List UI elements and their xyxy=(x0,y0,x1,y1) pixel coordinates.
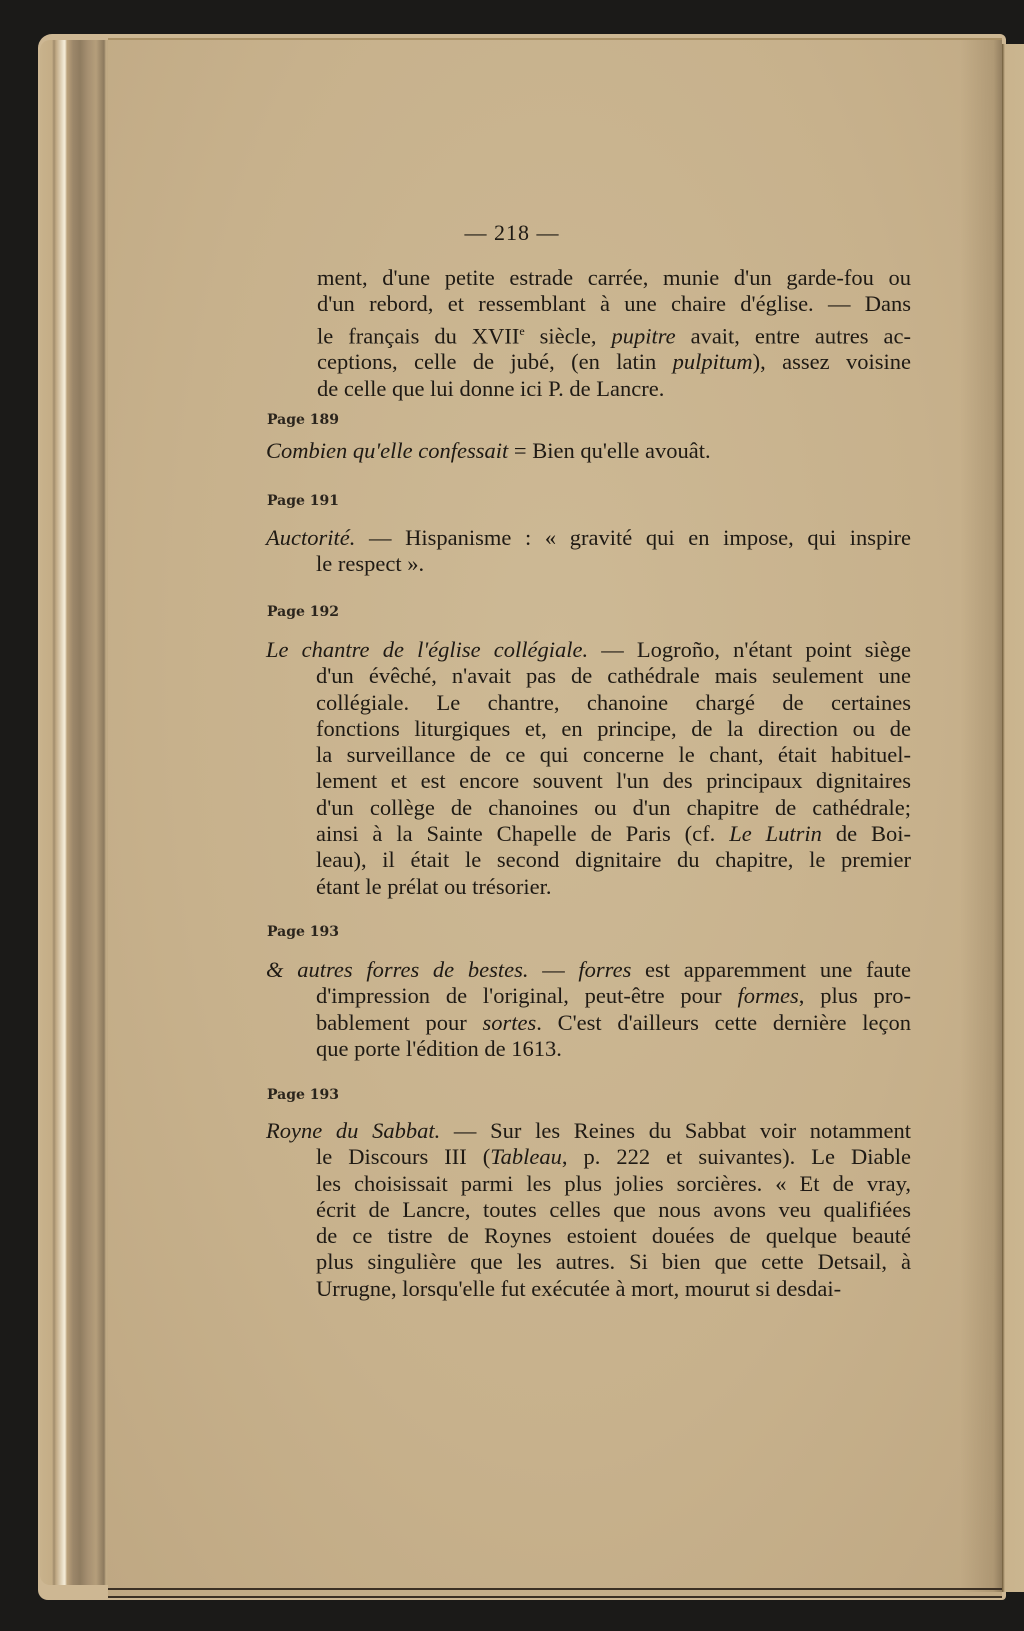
text-line: plus singulière que les autres. Si bien que cette Detsail, à xyxy=(316,1249,911,1275)
text-line: les choisissait parmi les plus jolies sorcières. « Et de vray, xyxy=(316,1170,911,1196)
note-term: Auctorité. xyxy=(266,525,356,550)
text-line: Urrugne, lorsqu'elle fut exécutée à mort, mourut si desdai- xyxy=(316,1275,842,1301)
text-line: fonctions liturgiques et, en principe, de la direction ou de xyxy=(316,715,911,741)
text-line: le français du XVIIe siècle, pupitre avait, entre autres ac- xyxy=(317,323,911,349)
note-term: Royne du Sabbat. xyxy=(266,1118,441,1143)
text-line: la surveillance de ce qui concerne le chant, était habituel- xyxy=(316,742,911,768)
page-reference-label: Page 191 xyxy=(267,493,340,509)
text-line: ceptions, celle de jubé, (en latin pulpitum), assez voisine xyxy=(317,349,911,375)
text-line: lement et est encore souvent l'un des principaux dignitaires xyxy=(316,768,911,794)
note-first-line: Combien qu'elle confessait = Bien qu'elle avouât. xyxy=(266,438,711,463)
text-line: collégiale. Le chantre, chanoine chargé de certaines xyxy=(316,689,911,715)
text-line: d'un rebord, et ressemblant à une chaire d'église. — Dans xyxy=(317,291,911,317)
note-entry xyxy=(266,637,911,900)
text-line: le respect ». xyxy=(316,551,425,577)
text-line: bablement pour sortes. C'est d'ailleurs cette dernière leçon xyxy=(316,1009,911,1035)
note-first-line: Royne du Sabbat. — Sur les Reines du Sabbat voir notamment xyxy=(266,1118,911,1143)
note-term: & autres forres de bestes. xyxy=(266,957,529,982)
note-entry xyxy=(266,438,911,464)
text-line: étant le prélat ou trésorier. xyxy=(316,873,552,899)
page-reference-label: Page 193 xyxy=(267,1087,340,1103)
page-reference-label: Page 192 xyxy=(267,604,340,620)
page-number: — 218 — xyxy=(464,220,560,245)
text-line: ainsi à la Sainte Chapelle de Paris (cf. Le Lutrin de Boi- xyxy=(316,821,911,847)
text-line: que porte l'édition de 1613. xyxy=(316,1035,562,1061)
text-line: de celle que lui donne ici P. de Lancre. xyxy=(317,375,665,401)
text-line: le Discours III (Tableau, p. 222 et suivantes). Le Diable xyxy=(316,1144,911,1170)
text-line: de ce tistre de Roynes estoient douées de quelque beauté xyxy=(316,1223,911,1249)
note-entry xyxy=(266,525,911,578)
text-line: d'impression de l'original, peut-être pour formes, plus pro- xyxy=(316,983,912,1009)
page-reference-label: Page 193 xyxy=(267,924,340,940)
text-line: ment, d'une petite estrade carrée, munie d'un garde-fou ou xyxy=(317,265,911,290)
text-line: écrit de Lancre, toutes celles que nous avons veu qualifiées xyxy=(316,1196,911,1222)
text-line: d'un évêché, n'avait pas de cathédrale mais seulement une xyxy=(316,663,911,689)
note-entry xyxy=(266,1118,911,1302)
note-term: Le chantre de l'église collégiale. xyxy=(266,637,589,662)
note-entry xyxy=(266,957,911,1062)
page-reference-label: Page 189 xyxy=(267,412,340,428)
note-first-line: & autres forres de bestes. — forres est apparemment une faute xyxy=(266,957,912,982)
note-first-line: Auctorité. — Hispanisme : « gravité qui en impose, qui inspire xyxy=(266,525,911,550)
text-line: leau), il était le second dignitaire du chapitre, le premier xyxy=(316,847,911,873)
text-line: d'un collège de chanoines ou d'un chapitre de cathédrale; xyxy=(316,794,911,820)
note-first-line: Le chantre de l'église collégiale. — Logroño, n'étant point siège xyxy=(266,637,911,662)
note-term: Combien qu'elle confessait xyxy=(266,438,509,463)
intro-paragraph xyxy=(317,265,911,402)
